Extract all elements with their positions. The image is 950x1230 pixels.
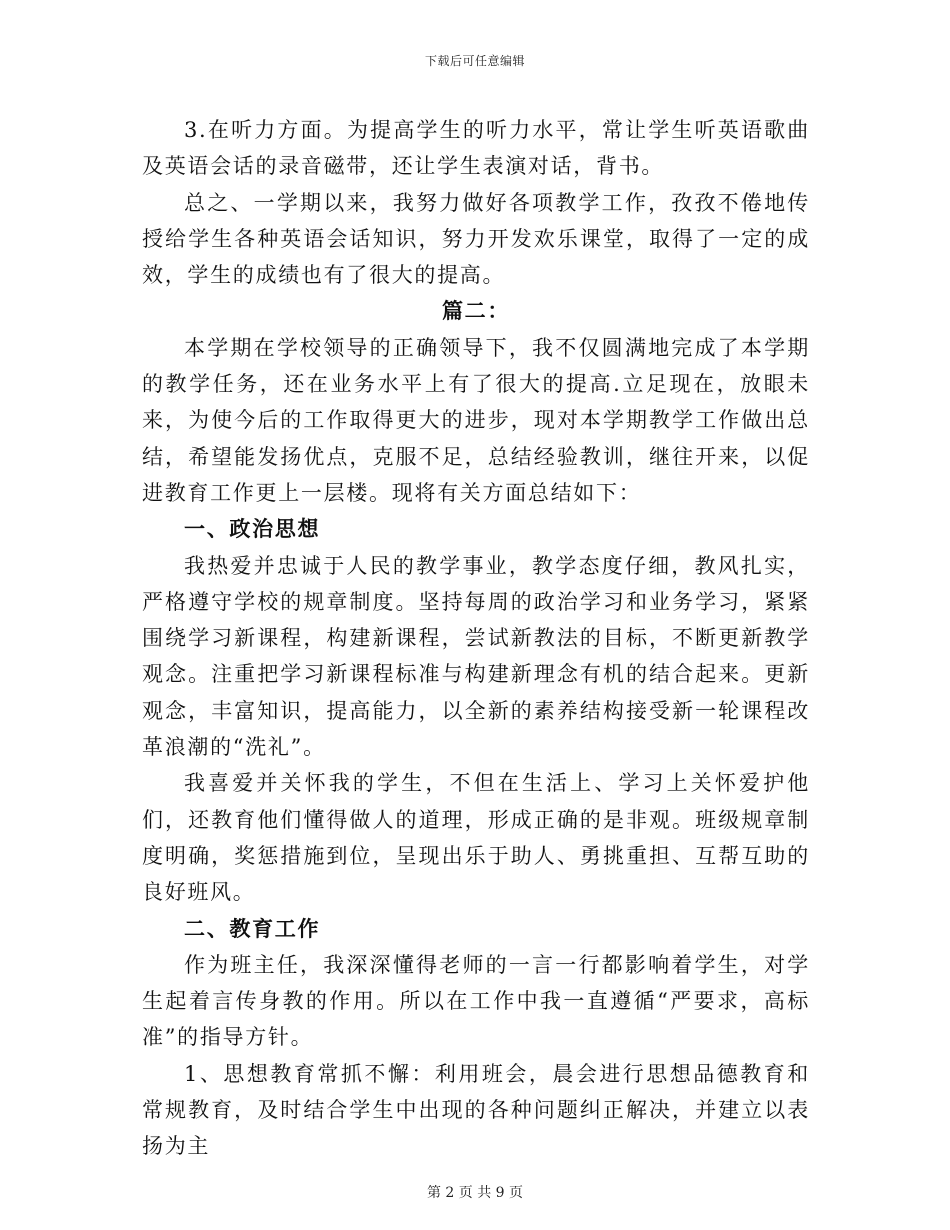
paragraph-students: 我喜爱并关怀我的学生，不但在生活上、学习上关怀爱护他们，还教育他们懂得做人的道理，形成正确的是非观。班级规章制度明确，奖惩措施到位，呈现出乐于助人、勇挑重担、互帮互助的良好班风。 — [142, 771, 810, 905]
page-header-note: 下载后可任意编辑 — [424, 54, 525, 68]
document-body — [142, 112, 810, 1165]
section-title: 篇二： — [441, 298, 511, 324]
paragraph-head-teacher: 作为班主任，我深深懂得老师的一言一行都影响着学生，对学生起着言传身教的作用。所以在工作中我一直遵循“严要求，高标准”的指导方针。 — [142, 952, 810, 1050]
paragraph-intro: 本学期在学校领导的正确领导下，我不仅圆满地完成了本学期的教学任务，还在业务水平上有了很大的提高.立足现在，放眼未来，为使今后的工作取得更大的进步，现对本学期教学工作做出总结，希望能发扬优点，克服不足，总结经验教训，继往开来，以促进教育工作更上一层楼。现将有关方面总结如下： — [142, 335, 810, 505]
heading-education: 二、教育工作 — [184, 915, 321, 941]
heading-politics: 一、政治思想 — [184, 516, 321, 542]
paragraph-listening: 3.在听力方面。为提高学生的听力水平，常让学生听英语歌曲及英语会话的录音磁带，还让学生表演对话，背书。 — [142, 118, 810, 179]
page-number: 第 2 页 共 9 页 — [426, 1185, 524, 1201]
paragraph-politics: 我热爱并忠诚于人民的教学事业，教学态度仔细，教风扎实，严格遵守学校的规章制度。坚持每周的政治学习和业务学习，紧紧围绕学习新课程，构建新课程，尝试新教法的目标，不断更新教学观念。注重把学习新课程标准与构建新理念有机的结合起来。更新观念，丰富知识，提高能力，以全新的素养结构接受新一轮课程改革浪潮的“洗礼”。 — [142, 553, 810, 760]
paragraph-moral-education: 1、思想教育常抓不懈：利用班会，晨会进行思想品德教育和常规教育，及时结合学生中出现的各种问题纠正解决，并建立以表扬为主 — [142, 1061, 810, 1159]
paragraph-summary: 总之、一学期以来，我努力做好各项教学工作，孜孜不倦地传授给学生各种英语会话知识，努力开发欢乐课堂，取得了一定的成效，学生的成绩也有了很大的提高。 — [142, 190, 810, 288]
